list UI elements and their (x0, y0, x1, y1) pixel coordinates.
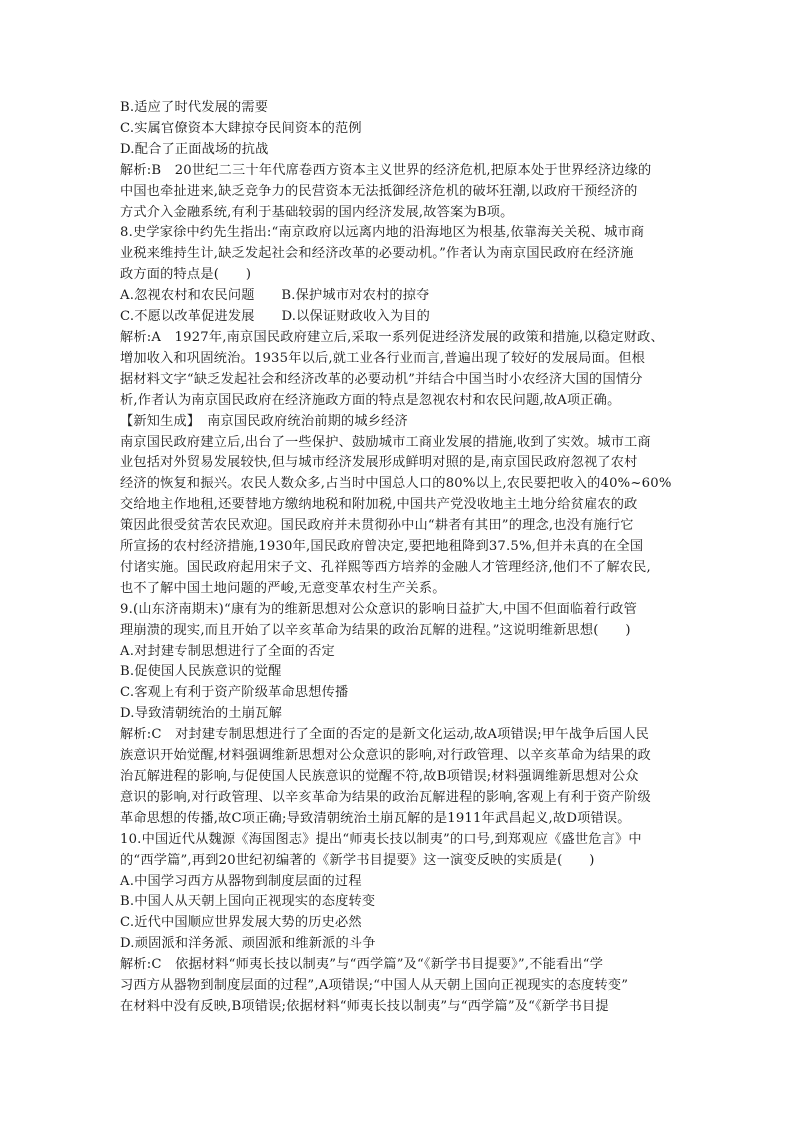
text-line: 交给地主作地租,还要替地方缴纳地税和附加税,中国共产党没收地主土地分给贫雇农的政 (120, 497, 638, 513)
text-line: 付诸实施。国民政府起用宋子文、孔祥熙等西方培养的金融人才管理经济,他们不了解农民, (120, 559, 651, 575)
text-line: 业包括对外贸易发展较快,但与城市经济发展形成鲜明对照的是,南京国民政府忽视了农村 (120, 455, 638, 471)
text-line: C.近代中国顺应世界发展大势的历史必然 (120, 915, 362, 931)
text-line: 中国也牵扯进来,缺乏竞争力的民营资本无法抵御经济危机的破坏狂潮,以政府干预经济的 (120, 183, 638, 199)
text-line: 意识的影响,对行政管理、以辛亥革命为结果的政治瓦解进程的影响,客观上有利于资产阶级 (120, 789, 651, 805)
text-line: 治瓦解进程的影响,与促使国人民族意识的觉醒不符,故B项错误;材料强调维新思想对公众 (120, 769, 639, 784)
text-line: 解析:A 1927年,南京国民政府建立后,采取一系列促进经济发展的政策和措施,以稳定财政、 (120, 329, 664, 345)
text-line: 政方面的特点是( ) (120, 267, 252, 283)
text-line: 经济的恢复和振兴。农民人数众多,占当时中国总人口的80%以上,农民要把收入的40%~60% (120, 476, 672, 492)
text-line: A.忽视农村和农民问题 B.保护城市对农村的掠夺 (120, 288, 430, 304)
text-line: B.适应了时代发展的需要 (120, 100, 269, 115)
text-line: 析,作者认为南京国民政府在经济施政方面的特点是忽视农村和农民问题,故A项正确。 (120, 392, 621, 408)
text-line: 【新知生成】 南京国民政府统治前期的城乡经济 (120, 413, 408, 429)
text-line: 8.史学家徐中约先生指出:“南京政府以远离内地的沿海地区为根基,依靠海关关税、城市商 (120, 225, 645, 241)
text-line: 理崩溃的现实,而且开始了以辛亥革命为结果的政治瓦解的进程。”这说明维新思想( ) (120, 622, 631, 638)
text-line: 解析:C 对封建专制思想进行了全面的否定的是新文化运动,故A项错误;甲午战争后国人民 (120, 727, 650, 743)
text-line: B.促使国人民族意识的觉醒 (120, 664, 282, 680)
text-line: D.配合了正面战场的抗战 (120, 141, 269, 157)
text-line: 也不了解中国土地问题的严峻,无意变革农村生产关系。 (120, 580, 446, 596)
text-line: B.中国人从天朝上国向正视现实的态度转变 (120, 894, 376, 910)
text-line: 革命思想的传播,故C项正确;导致清朝统治土崩瓦解的是1911年武昌起义,故D项错误。 (120, 810, 631, 826)
text-line: 习西方从器物到制度层面的过程”,A项错误;“中国人从天朝上国向正视现实的态度转变” (120, 978, 629, 994)
text-line: 族意识开始觉醒,材料强调维新思想对公众意识的影响,对行政管理、以辛亥革命为结果的政 (120, 748, 651, 764)
text-line: D.顽固派和洋务派、顽固派和维新派的斗争 (120, 936, 376, 952)
text-line: C.客观上有利于资产阶级革命思想传播 (120, 685, 349, 701)
document-page (120, 98, 675, 1018)
text-line: A.对封建专制思想进行了全面的否定 (120, 643, 335, 659)
text-line: C.实属官僚资本大肆掠夺民间资本的范例 (120, 120, 362, 136)
text-line: 10.中国近代从魏源《海国图志》提出“师夷长技以制夷”的口号,到郑观应《盛世危言》中 (120, 831, 642, 847)
text-line: 的“西学篇”,再到20世纪初编著的《新学书目提要》这一演变反映的实质是( ) (120, 852, 595, 868)
text-line: 增加收入和巩固统治。1935年以后,就工业各行业而言,普遍出现了较好的发展局面。但根 (120, 350, 646, 366)
text-line: D.导致清朝统治的土崩瓦解 (120, 706, 282, 722)
text-line: 所宣扬的农村经济措施,1930年,国民政府曾决定,要把地租降到37.5%,但并未真的在全国 (120, 539, 644, 555)
text-line: 南京国民政府建立后,出台了一些保护、鼓励城市工商业发展的措施,收到了实效。城市工商 (120, 434, 651, 450)
text-line: 解析:B 20世纪二三十年代席卷西方资本主义世界的经济危机,把原本处于世界经济边缘的 (120, 162, 652, 178)
text-line: 业税来维持生计,缺乏发起社会和经济改革的必要动机。”作者认为南京国民政府在经济施 (120, 246, 634, 262)
text-line: 策因此很受贫苦农民欢迎。国民政府并未贯彻孙中山“耕者有其田”的理念,也没有施行它 (120, 518, 634, 534)
text-line: C.不愿以改革促进发展 D.以保证财政收入为目的 (120, 309, 431, 325)
text-line: 在材料中没有反映,B项错误;依据材料“师夷长技以制夷”与“西学篇”及“《新学书目提 (120, 998, 609, 1014)
text-line: 9.(山东济南期末)“康有为的维新思想对公众意识的影响日益扩大,中国不但面临着行政管 (120, 601, 637, 617)
text-line: 解析:C 依据材料“师夷长技以制夷”与“西学篇”及“《新学书目提要》”,不能看出“学 (120, 957, 604, 973)
text-line: A.中国学习西方从器物到制度层面的过程 (120, 873, 362, 889)
text-line: 据材料文字“缺乏发起社会和经济改革的必要动机”并结合中国当时小农经济大国的国情分 (120, 371, 643, 387)
text-line: 方式介入金融系统,有利于基础较弱的国内经济发展,故答案为B项。 (120, 204, 514, 220)
